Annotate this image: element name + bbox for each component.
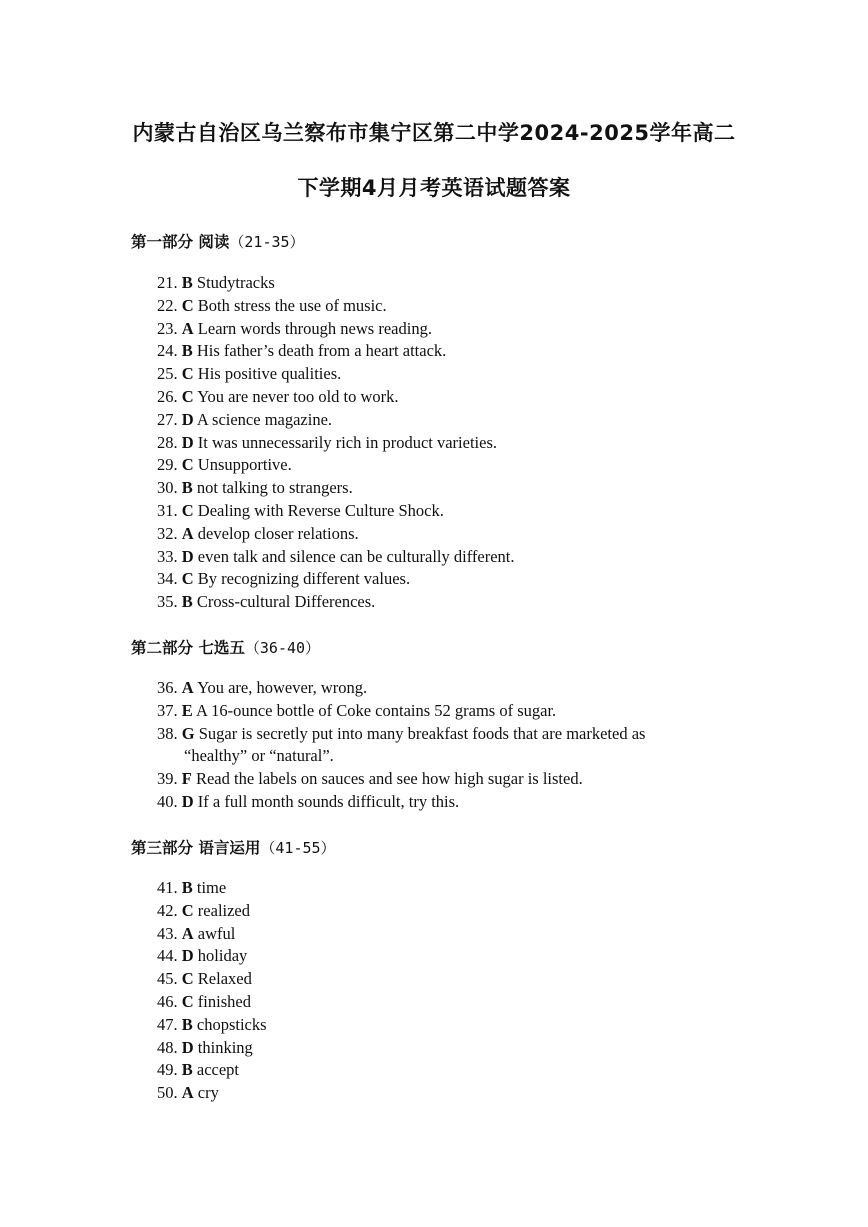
answer-text: time: [196, 878, 227, 897]
answer-item: [157, 791, 645, 814]
answer-text: chopsticks: [196, 1014, 267, 1034]
answer-text: Read the labels on sauces and see how high sugar is listed.: [195, 769, 583, 789]
document-title-line-1: 内蒙古自治区乌兰察布市集宁区第二中学2024-2025学年高二: [132, 121, 736, 145]
answer-text: A 16-ounce bottle of Coke contains 52 grams of sugar.: [195, 700, 557, 720]
answer-item: [157, 991, 267, 1014]
answer-letter: D: [181, 946, 194, 966]
section-range: （41-55）: [260, 839, 336, 857]
answer-letter: D: [181, 432, 194, 452]
question-number: 50.: [157, 1083, 178, 1103]
question-number: 43.: [157, 923, 178, 943]
answer-letter: C: [181, 569, 194, 589]
answer-list-seven-choose-five: [157, 677, 645, 814]
answer-item: [157, 723, 645, 769]
answer-item: [157, 546, 515, 569]
answer-item: [157, 1014, 267, 1037]
section-heading-seven-choose-five: [131, 636, 320, 658]
answer-text: cry: [197, 1083, 219, 1103]
answer-letter: B: [181, 1060, 193, 1080]
answer-letter: C: [181, 969, 194, 989]
answer-letter: A: [181, 678, 194, 697]
answer-text: Studytracks: [196, 273, 275, 292]
answer-item: [157, 477, 515, 500]
question-number: 37.: [157, 700, 178, 720]
question-number: 24.: [157, 341, 178, 361]
question-number: 27.: [157, 409, 178, 429]
section-range: （21-35）: [229, 233, 305, 251]
question-number: 32.: [157, 523, 178, 543]
question-number: 49.: [157, 1060, 178, 1080]
answer-item: [157, 432, 515, 455]
question-number: 29.: [157, 455, 178, 475]
answer-text: Relaxed: [197, 969, 252, 989]
answer-text: not talking to strangers.: [196, 478, 353, 498]
answer-item: [157, 568, 515, 591]
question-number: 36.: [157, 678, 178, 697]
question-number: 39.: [157, 769, 178, 789]
question-number: 48.: [157, 1037, 178, 1057]
question-number: 30.: [157, 478, 178, 498]
answer-text: awful: [197, 923, 236, 943]
answer-letter: B: [181, 478, 193, 498]
answer-item: [157, 295, 515, 318]
question-number: 25.: [157, 364, 178, 384]
question-number: 21.: [157, 273, 178, 292]
answer-text: His father’s death from a heart attack.: [196, 341, 447, 361]
answer-letter: C: [181, 364, 194, 384]
answer-item: [157, 768, 645, 791]
answer-text: A science magazine.: [196, 409, 333, 429]
answer-text: accept: [196, 1060, 240, 1080]
question-number: 33.: [157, 546, 178, 566]
answer-text: It was unnecessarily rich in product varieties.: [197, 432, 497, 452]
answer-text: thinking: [197, 1037, 253, 1057]
answer-item: [157, 923, 267, 946]
answer-letter: C: [181, 500, 194, 520]
answer-item: [157, 523, 515, 546]
question-number: 34.: [157, 569, 178, 589]
section-name: 第一部分 阅读: [131, 233, 230, 251]
section-name: 第三部分 语言运用: [131, 839, 261, 857]
answer-item: [157, 900, 267, 923]
answer-letter: A: [181, 923, 194, 943]
answer-item: [157, 1037, 267, 1060]
answer-item: [157, 318, 515, 341]
answer-item: [157, 272, 515, 295]
answer-text-continued: “healthy” or “natural”.: [184, 746, 334, 766]
question-number: 31.: [157, 500, 178, 520]
answer-letter: A: [181, 1083, 194, 1103]
answer-text: Both stress the use of music.: [197, 295, 387, 315]
answer-letter: F: [181, 769, 192, 789]
answer-text: By recognizing different values.: [197, 569, 411, 589]
question-number: 23.: [157, 318, 178, 338]
answer-text: Dealing with Reverse Culture Shock.: [197, 500, 444, 520]
answer-item: [157, 454, 515, 477]
question-number: 35.: [157, 592, 178, 612]
answer-text: If a full month sounds difficult, try this.: [197, 791, 460, 811]
answer-text: Cross-cultural Differences.: [196, 592, 376, 612]
answer-letter: D: [181, 409, 194, 429]
question-number: 22.: [157, 295, 178, 315]
answer-item: [157, 877, 267, 900]
section-name: 第二部分 七选五: [131, 639, 245, 657]
answer-text: His positive qualities.: [197, 364, 342, 384]
answer-letter: D: [181, 791, 194, 811]
section-range: （36-40）: [244, 639, 321, 657]
answer-letter: C: [181, 900, 194, 920]
section-heading-reading: [131, 230, 305, 252]
section-heading-language-use: [131, 836, 336, 858]
answer-item: [157, 386, 515, 409]
answer-text: Unsupportive.: [197, 455, 292, 475]
answer-letter: B: [181, 273, 193, 292]
answer-letter: G: [181, 723, 195, 743]
answer-text: realized: [197, 900, 251, 920]
answer-letter: B: [181, 341, 193, 361]
question-number: 40.: [157, 791, 178, 811]
question-number: 45.: [157, 969, 178, 989]
answer-item: [157, 968, 267, 991]
question-number: 44.: [157, 946, 178, 966]
document-title-line-2: 下学期4月月考英语试题答案: [297, 176, 571, 200]
question-number: 42.: [157, 900, 178, 920]
answer-item: [157, 945, 267, 968]
question-number: 47.: [157, 1014, 178, 1034]
answer-text: You are never too old to work.: [197, 386, 399, 406]
answer-letter: B: [181, 878, 193, 897]
answer-letter: B: [181, 1014, 193, 1034]
answer-text: Sugar is secretly put into many breakfast foods that are marketed as: [198, 723, 646, 743]
answer-text: You are, however, wrong.: [197, 678, 368, 697]
answer-letter: E: [181, 700, 193, 720]
answer-text: holiday: [197, 946, 248, 966]
answer-letter: D: [181, 546, 194, 566]
answer-letter: B: [181, 592, 193, 612]
answer-item: [157, 677, 645, 700]
answer-text: even talk and silence can be culturally different.: [197, 546, 515, 566]
answer-item: [157, 409, 515, 432]
answer-letter: D: [181, 1037, 194, 1057]
answer-text: Learn words through news reading.: [197, 318, 432, 338]
answer-letter: A: [181, 523, 194, 543]
question-number: 38.: [157, 723, 178, 743]
answer-item: [157, 591, 515, 614]
answer-text: develop closer relations.: [197, 523, 359, 543]
answer-item: [157, 340, 515, 363]
answer-item: [157, 700, 645, 723]
question-number: 46.: [157, 991, 178, 1011]
answer-item: [157, 1059, 267, 1082]
question-number: 26.: [157, 386, 178, 406]
question-number: 28.: [157, 432, 178, 452]
answer-list-reading: [157, 272, 515, 614]
answer-item: [157, 500, 515, 523]
answer-list-language-use: [157, 877, 267, 1105]
answer-item: [157, 1082, 267, 1105]
answer-letter: C: [181, 991, 194, 1011]
answer-item: [157, 363, 515, 386]
question-number: 41.: [157, 878, 178, 897]
answer-letter: C: [181, 455, 194, 475]
answer-text: finished: [197, 991, 251, 1011]
answer-letter: C: [181, 295, 194, 315]
answer-letter: C: [181, 386, 194, 406]
answer-letter: A: [181, 318, 194, 338]
